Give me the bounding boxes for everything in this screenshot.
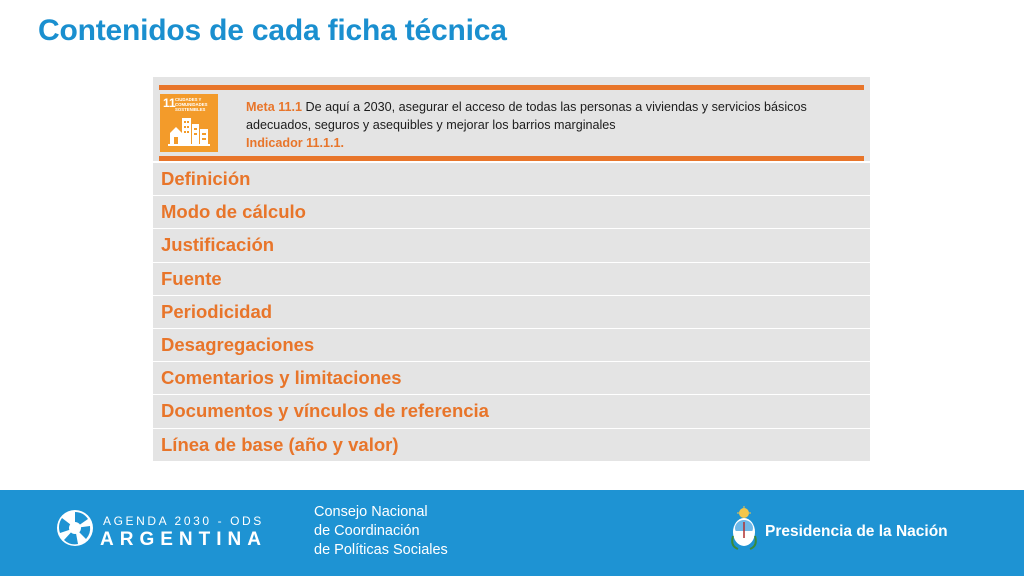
- presidencia-label: Presidencia de la Nación: [765, 523, 948, 540]
- sdg-number: 11: [163, 96, 176, 110]
- list-item: Justificación: [153, 229, 870, 262]
- list-item: Fuente: [153, 263, 870, 296]
- list-item: Modo de cálculo: [153, 196, 870, 229]
- agenda-title: ARGENTINA: [100, 529, 267, 550]
- sdg-11-city-icon: [168, 116, 210, 148]
- indicator-label: Indicador 11.1.1.: [246, 136, 344, 150]
- ficha-header: [153, 77, 870, 161]
- sdg-11-badge: [160, 94, 218, 152]
- list-item: Desagregaciones: [153, 329, 870, 362]
- content-list: [153, 163, 870, 462]
- ficha-tecnica-card: [153, 77, 870, 461]
- consejo-nacional-label: [314, 503, 448, 560]
- agenda-2030-logo-icon: [56, 509, 94, 547]
- consejo-line-1: Consejo Nacional: [314, 504, 428, 520]
- meta-text: De aquí a 2030, asegurar el acceso de todas las personas a viviendas y servicios básicos adecuados, seguros y asequibles y mejorar los barrios marginales: [246, 100, 807, 132]
- agenda-subtitle: AGENDA 2030 - ODS: [103, 514, 264, 528]
- list-item: Definición: [153, 163, 870, 196]
- list-item: Línea de base (año y valor): [153, 429, 870, 462]
- footer-banner: [0, 490, 1024, 576]
- header-bottom-rule: [159, 156, 864, 161]
- consejo-line-3: de Políticas Sociales: [314, 542, 448, 558]
- meta-description: [246, 98, 856, 152]
- list-item: Documentos y vínculos de referencia: [153, 395, 870, 428]
- header-top-rule: [159, 85, 864, 90]
- meta-label: Meta 11.1: [246, 100, 303, 114]
- consejo-line-2: de Coordinación: [314, 523, 420, 539]
- escudo-nacional-icon: [730, 506, 758, 552]
- list-item: Comentarios y limitaciones: [153, 362, 870, 395]
- sdg-label: CIUDADES Y COMUNIDADES SOSTENIBLES: [175, 97, 208, 112]
- list-item: Periodicidad: [153, 296, 870, 329]
- page-title: Contenidos de cada ficha técnica: [38, 14, 507, 47]
